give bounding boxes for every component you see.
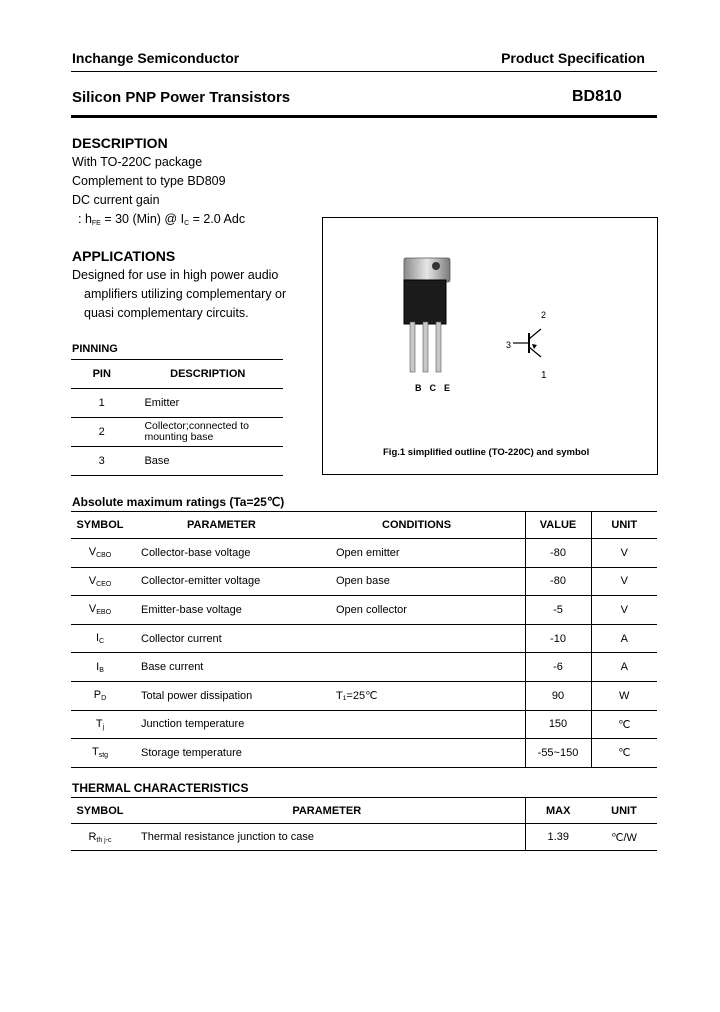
description-item: With TO-220C package <box>72 155 203 169</box>
symbol-pin2: 2 <box>541 310 547 320</box>
pin-desc-header: DESCRIPTION <box>170 368 246 380</box>
company-name: Inchange Semiconductor <box>72 50 240 66</box>
description-item: DC current gain <box>72 193 160 207</box>
max-header: MAX <box>525 798 591 824</box>
table-row <box>71 739 657 768</box>
applications-line: quasi complementary circuits. <box>84 306 249 320</box>
header-rule <box>71 71 657 72</box>
unit-header: UNIT <box>591 512 657 539</box>
symbol-cell: $I_C$ <box>95 632 105 646</box>
thermal-table <box>71 798 657 851</box>
parameter-header: PARAMETER <box>187 519 256 531</box>
dc-gain-spec: : $h_{FE} = 30$ (Min) @ $I_C = 2.0$ Adc <box>78 212 246 227</box>
value-header: VALUE <box>525 512 591 539</box>
applications-line: amplifiers utilizing complementary or <box>84 287 287 301</box>
product-line: Silicon PNP Power Transistors <box>72 89 291 106</box>
value-cell: -10 <box>525 624 591 653</box>
unit-cell: ℃/W <box>611 831 637 844</box>
symbol-header: SYMBOL <box>76 804 124 817</box>
doc-type: Product Specification <box>501 50 645 66</box>
pin-header: PIN <box>92 368 111 380</box>
unit-cell: ℃ <box>591 739 657 768</box>
applications-title: APPLICATIONS <box>72 248 176 264</box>
description-item: Complement to type BD809 <box>72 174 226 188</box>
title-rule <box>71 115 657 118</box>
table-row <box>71 567 657 596</box>
conditions-header: CONDITIONS <box>382 519 452 531</box>
value-cell: 150 <box>525 710 591 739</box>
conditions-cell <box>329 739 525 768</box>
parameter-cell: Collector current <box>141 632 222 645</box>
ratings-title: Absolute maximum ratings (Ta=25℃) <box>72 495 285 509</box>
parameter-cell: Collector-emitter voltage <box>141 575 261 588</box>
value-cell: -55~150 <box>525 739 591 768</box>
table-row <box>71 539 657 568</box>
unit-cell: V <box>591 567 657 596</box>
description-title: DESCRIPTION <box>72 135 168 151</box>
applications-line: Designed for use in high power audio <box>72 268 279 282</box>
parameter-header: PARAMETER <box>292 804 362 817</box>
thermal-title: THERMAL CHARACTERISTICS <box>72 781 249 795</box>
conditions-cell: Open emitter <box>336 546 400 559</box>
unit-cell: A <box>591 653 657 682</box>
table-row <box>71 389 283 418</box>
conditions-cell: Open collector <box>336 603 407 616</box>
conditions-cell <box>329 624 525 653</box>
table-row <box>71 824 657 851</box>
symbol-pin1: 1 <box>541 370 547 381</box>
value-cell: -6 <box>525 653 591 682</box>
symbol-cell: $T_j$ <box>95 717 105 731</box>
figure-box <box>322 217 658 475</box>
pin-number: 3 <box>98 455 105 467</box>
symbol-pin3: 3 <box>506 340 512 350</box>
conditions-cell: T₁=25℃ <box>336 690 378 703</box>
ratings-header-row <box>71 512 657 539</box>
pinning-table <box>71 360 283 476</box>
value-cell: -5 <box>525 596 591 625</box>
pin-number: 2 <box>98 426 105 438</box>
symbol-header: SYMBOL <box>76 519 124 531</box>
symbol-cell: $V_{CBO}$ <box>88 546 112 560</box>
parameter-cell: Junction temperature <box>141 718 245 731</box>
pin-description: Base <box>144 455 170 467</box>
unit-cell: W <box>591 681 657 710</box>
table-row <box>71 653 657 682</box>
unit-cell: ℃ <box>591 710 657 739</box>
table-row <box>71 447 283 476</box>
unit-cell: V <box>591 539 657 568</box>
part-number: BD810 <box>572 88 622 105</box>
value-cell: -80 <box>525 539 591 568</box>
parameter-cell: Base current <box>141 661 204 674</box>
pin-description: Emitter <box>144 397 180 409</box>
parameter-cell: Collector-base voltage <box>141 546 251 559</box>
max-cell: 1.39 <box>525 824 591 851</box>
ratings-table <box>71 512 657 768</box>
conditions-cell <box>329 653 525 682</box>
pinning-title: PINNING <box>72 343 118 355</box>
parameter-cell: Storage temperature <box>141 746 242 759</box>
parameter-cell: Thermal resistance junction to case <box>141 831 315 843</box>
lead-labels: B C E <box>415 383 452 393</box>
value-cell: -80 <box>525 567 591 596</box>
table-row <box>71 710 657 739</box>
conditions-cell <box>329 710 525 739</box>
symbol-cell: $I_B$ <box>96 660 104 674</box>
parameter-cell: Emitter-base voltage <box>141 603 242 616</box>
symbol-cell: $R_{th j-c}$ <box>88 830 112 844</box>
symbol-cell: $P_D$ <box>93 689 107 703</box>
parameter-cell: Total power dissipation <box>141 689 253 702</box>
symbol-cell: $V_{CEO}$ <box>88 574 112 588</box>
table-row <box>71 596 657 625</box>
table-row <box>71 681 657 710</box>
unit-cell: V <box>591 596 657 625</box>
conditions-cell: Open base <box>336 575 390 588</box>
pin-description: Collector;connected to mounting base <box>144 420 249 443</box>
table-row <box>71 624 657 653</box>
figure-caption: Fig.1 simplified outline (TO-220C) and symbol <box>383 447 590 458</box>
value-cell: 90 <box>525 681 591 710</box>
thermal-header-row <box>71 798 657 824</box>
unit-cell: A <box>591 624 657 653</box>
pin-number: 1 <box>98 397 105 409</box>
pnp-transistor-symbol-icon <box>511 323 551 363</box>
symbol-cell: $T_{stg}$ <box>91 746 109 760</box>
symbol-cell: $V_{EBO}$ <box>88 603 112 617</box>
unit-header: UNIT <box>611 804 637 817</box>
to220-package-image <box>398 256 458 376</box>
table-row <box>71 418 283 447</box>
